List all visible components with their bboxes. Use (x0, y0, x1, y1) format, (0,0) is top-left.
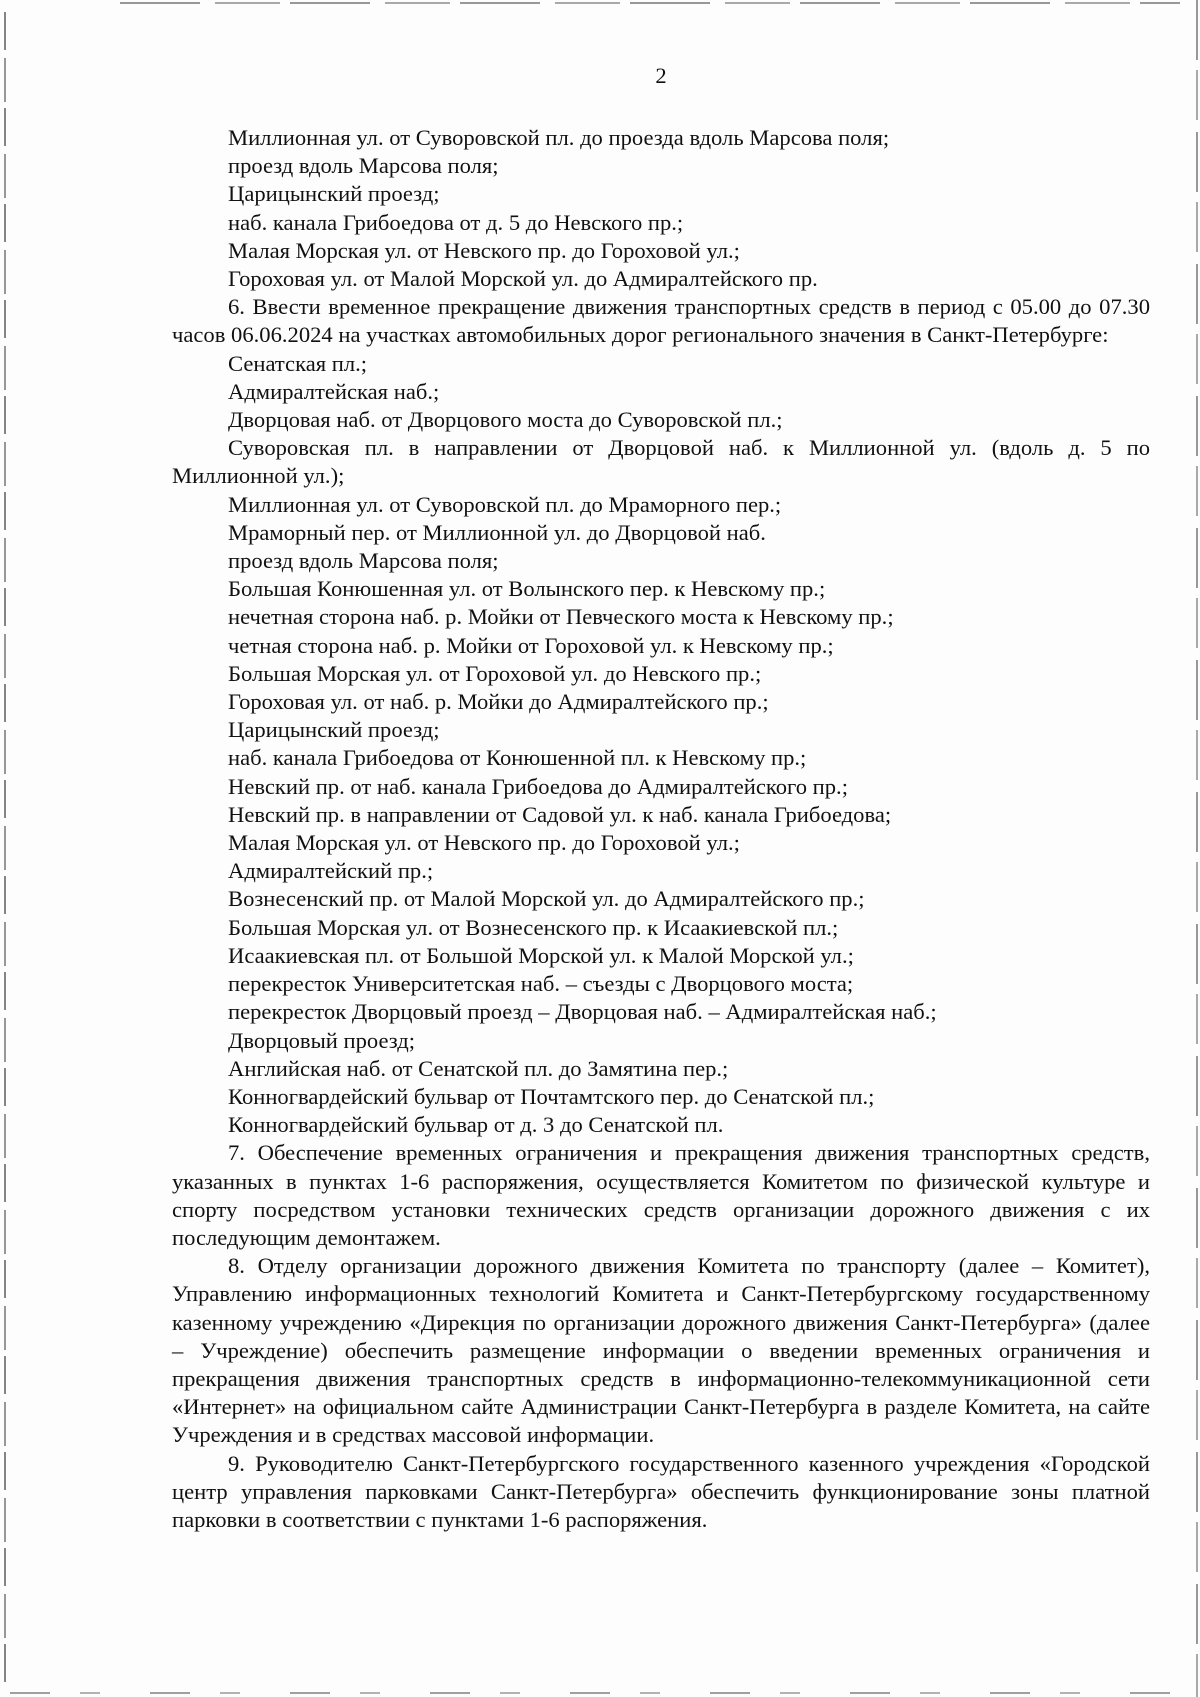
scan-edge-top (120, 2, 1180, 4)
list-item: перекресток Дворцовый проезд – Дворцовая наб. – Адмиралтейская наб.; (228, 999, 937, 1025)
list-item: Гороховая ул. от наб. р. Мойки до Адмиралтейского пр.; (228, 689, 769, 715)
scan-edge-bottom (10, 1692, 1190, 1694)
street-list-a (172, 124, 1150, 293)
list-item: Большая Морская ул. от Вознесенского пр. к Исаакиевской пл.; (228, 914, 839, 940)
list-item: Адмиралтейский пр.; (228, 858, 434, 884)
list-item: наб. канала Грибоедова от д. 5 до Невского пр.; (228, 209, 684, 235)
list-item: Мраморный пер. от Миллионной ул. до Дворцовой наб. (228, 519, 766, 545)
list-item: Адмиралтейская наб.; (228, 378, 440, 404)
list-item: Исаакиевская пл. от Большой Морской ул. к Малой Морской ул.; (228, 942, 854, 968)
paragraph-8: 8. Отделу организации дорожного движения Комитета по транспорту (далее – Комитет), Управлению информационных технологий Комитета и Санкт-Петербургскому государственному казенному учреждению «Дирекция по организации дорожного движения Санкт-Петербурга» (далее – Учреждение) обеспечить размещение информации о введении временных ограничения и прекращения движения транспортных средств в информационно-телекоммуникационной сети «Интернет» на официальном сайте Администрации Санкт-Петербурга в разделе Комитета, на сайте Учреждения и в средствах массовой информации. (172, 1253, 1150, 1448)
list-item: Миллионная ул. от Суворовской пл. до Мраморного пер.; (228, 491, 782, 517)
list-item: нечетная сторона наб. р. Мойки от Певческого моста к Невскому пр.; (228, 604, 894, 630)
list-item: Малая Морская ул. от Невского пр. до Гороховой ул.; (228, 830, 740, 856)
list-item: Малая Морская ул. от Невского пр. до Гороховой ул.; (228, 237, 740, 263)
page-number: 2 (655, 63, 667, 88)
paragraph-6: 6. Ввести временное прекращение движения транспортных средств в период с 05.00 до 07.30 часов 06.06.2024 на участках автомобильных дорог регионального значения в Санкт-Петербурге: (172, 294, 1150, 348)
list-item: Невский пр. в направлении от Садовой ул. к наб. канала Грибоедова; (228, 801, 892, 827)
list-item: Невский пр. от наб. канала Грибоедова до Адмиралтейского пр.; (228, 773, 848, 799)
list-item: Сенатская пл.; (228, 350, 368, 376)
list-item: Миллионная ул. от Суворовской пл. до проезда вдоль Марсова поля; (228, 125, 890, 150)
list-item: Конногвардейский бульвар от д. 3 до Сенатской пл. (228, 1112, 724, 1138)
document-body (172, 62, 1150, 1534)
paragraph-7: 7. Обеспечение временных ограничения и прекращения движения транспортных средств, указанных в пунктах 1-6 распоряжения, осуществляется Комитетом по физической культуре и спорту посредством установки технических средств организации дорожного движения с их последующим демонтажем. (172, 1140, 1150, 1250)
list-item: Большая Конюшенная ул. от Волынского пер. к Невскому пр.; (228, 576, 826, 602)
list-item: проезд вдоль Марсова поля; (228, 548, 499, 574)
list-item: Царицынский проезд; (228, 717, 440, 743)
list-item: Вознесенский пр. от Малой Морской ул. до Адмиралтейского пр.; (228, 886, 865, 912)
list-item: Дворцовая наб. от Дворцового моста до Суворовской пл.; (228, 407, 783, 433)
scan-edge-left (4, 12, 6, 1682)
paragraph-9: 9. Руководителю Санкт-Петербургского государственного казенного учреждения «Городской центр управления парковками Санкт-Петербурга» обеспечить функционирование зоны платной парковки в соответствии с пунктами 1-6 распоряжения. (172, 1450, 1150, 1532)
list-item: четная сторона наб. р. Мойки от Гороховой ул. к Невскому пр.; (228, 632, 834, 658)
list-item: Английская наб. от Сенатской пл. до Замятина пер.; (228, 1055, 729, 1081)
list-item: Царицынский проезд; (228, 181, 440, 207)
list-item: перекресток Университетская наб. – съезды с Дворцового моста; (228, 971, 854, 997)
scan-edge-right (1196, 0, 1198, 1697)
list-item: Гороховая ул. от Малой Морской ул. до Адмиралтейского пр. (228, 266, 818, 292)
list-item: Конногвардейский бульвар от Почтамтского пер. до Сенатской пл.; (228, 1083, 875, 1109)
street-list-b (172, 350, 1150, 1140)
list-item: Суворовская пл. в направлении от Дворцовой наб. к Миллионной ул. (вдоль д. 5 по Миллионной ул.); (172, 435, 1150, 489)
list-item: Большая Морская ул. от Гороховой ул. до Невского пр.; (228, 660, 762, 686)
list-item: проезд вдоль Марсова поля; (228, 153, 499, 179)
list-item: наб. канала Грибоедова от Конюшенной пл. к Невскому пр.; (228, 745, 807, 771)
list-item: Дворцовый проезд; (228, 1027, 416, 1053)
